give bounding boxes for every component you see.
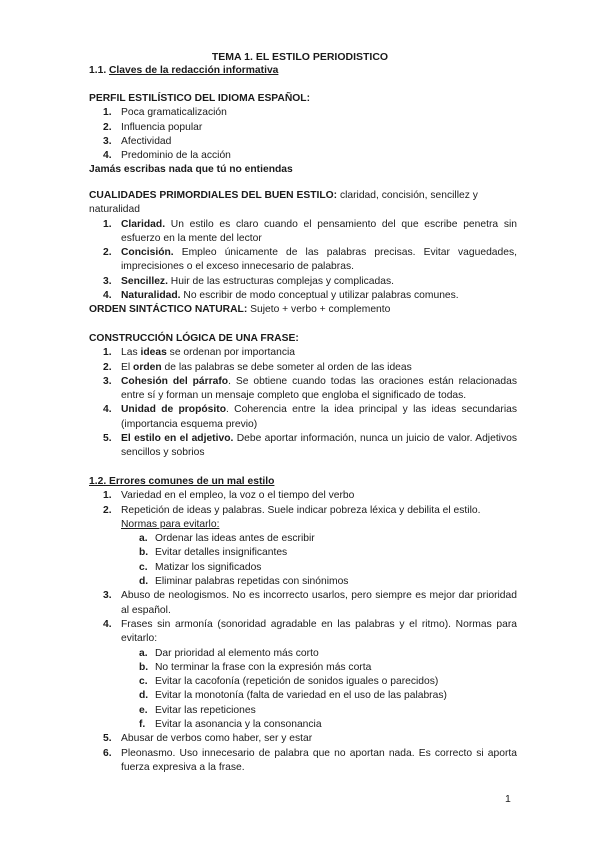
list-item: 3. Abuso de neologismos. No es incorrecto usarlos, pero siempre es mejor dar prioridad al español. <box>103 590 517 616</box>
list-item: 5. Abusar de verbos como haber, ser y estar <box>103 733 313 745</box>
section-1-1-heading: 1.1. Claves de la redacción informativa <box>89 65 279 76</box>
list-item: b. Evitar detalles insignificantes <box>139 547 288 559</box>
list-item: a. Ordenar las ideas antes de escribir <box>139 533 315 545</box>
normas-label: Normas para evitarlo: <box>121 518 220 530</box>
perfil-list <box>89 106 517 163</box>
section-1-2-heading: 1.2. Errores comunes de un mal estilo <box>89 476 275 487</box>
section-1-2 <box>89 475 517 775</box>
perfil-note: Jamás escribas nada que tú no entiendas <box>89 164 293 176</box>
list-item: f. Evitar la asonancia y la consonancia <box>139 719 322 731</box>
perfil-section <box>89 92 517 178</box>
list-item: 2. Repetición de ideas y palabras. Suele indicar pobreza léxica y debilita el estilo. Normas para evitarlo: a. Ordenar las ideas antes de escribir b. Evitar detalles insignificantes c. Matizar los significados d. Eliminar palabras repetidas con sinónimos <box>89 504 517 590</box>
list-item: 6. Pleonasmo. Uso innecesario de palabra que no aportan nada. Es correcto si aporta fuerza expresiva a la frase. <box>103 747 517 773</box>
list-item: 5. El estilo en el adjetivo. Debe aportar información, nunca un juicio de valor. Adjetivos sencillos y sobrios <box>103 433 517 459</box>
construccion-list <box>89 346 517 460</box>
document-title: TEMA 1. EL ESTILO PERIODISTICO <box>211 51 389 63</box>
list-item: d. Evitar la monotonía (falta de variedad en el uso de las palabras) <box>139 690 447 702</box>
perfil-heading: PERFIL ESTILÍSTICO DEL IDIOMA ESPAÑOL: <box>89 93 311 104</box>
errores-list <box>89 489 517 775</box>
list-item: 2. Concisión. Empleo únicamente de las palabras precisas. Evitar vaguedades, imprecisiones o el exceso innecesario de palabras. <box>103 247 517 273</box>
list-item: 4. Frases sin armonía (sonoridad agradable en las palabras y el ritmo). Normas para evitarlo: a. Dar prioridad al elemento más corto b. No terminar la frase con la expresión más corta c. Evitar la cacofonía (repetición de sonidos iguales o parecidos) d. Evitar la monotonía (falta de variedad en el uso de las palabras) e. Evitar las repeticiones f. Evitar la asonancia y la consonancia <box>89 618 517 732</box>
list-item: 1. Las ideas se ordenan por importancia <box>103 347 296 359</box>
list-item: 3. Cohesión del párrafo. Se obtiene cuando todas las oraciones están relacionadas entre sí y forman un mensaje completo que engloba el significado de todas. <box>103 375 517 402</box>
construccion-heading: CONSTRUCCIÓN LÓGICA DE UNA FRASE: <box>89 333 299 344</box>
list-item: b. No terminar la frase con la expresión más corta <box>139 661 372 673</box>
normas-sublist <box>121 532 517 589</box>
list-item: 4. Naturalidad. No escribir de modo conceptual y utilizar palabras comunes. <box>103 290 459 302</box>
list-item: d. Eliminar palabras repetidas con sinónimos <box>139 576 349 588</box>
list-item: 1. Poca gramaticalización <box>103 107 227 119</box>
list-item: 2. Influencia popular <box>103 121 203 133</box>
cualidades-section <box>89 189 517 303</box>
list-item: 2. El orden de las palabras se debe someter al orden de las ideas <box>103 361 412 373</box>
orden-line: ORDEN SINTÁCTICO NATURAL: Sujeto + verbo + complemento <box>89 304 391 315</box>
list-item: e. Evitar las repeticiones <box>139 704 256 716</box>
list-item: a. Dar prioridad al elemento más corto <box>139 647 319 659</box>
list-item: 4. Unidad de propósito. Coherencia entre la idea principal y las ideas secundarias (importancia esquema previo) <box>103 404 517 430</box>
list-item: 1. Variedad en el empleo, la voz o el tiempo del verbo <box>103 490 355 502</box>
list-item: c. Evitar la cacofonía (repetición de sonidos iguales o parecidos) <box>139 676 439 688</box>
list-item: 3. Afectividad <box>103 135 172 147</box>
list-item: c. Matizar los significados <box>139 561 262 573</box>
cualidades-heading-line: CUALIDADES PRIMORDIALES DEL BUEN ESTILO: claridad, concisión, sencillez y naturalidad <box>89 190 478 216</box>
construccion-section <box>89 332 517 461</box>
list-item: 3. Sencillez. Huir de las estructuras complejas y complicadas. <box>103 275 394 287</box>
cualidades-list <box>89 218 517 304</box>
armonia-sublist <box>121 647 517 733</box>
list-item: 4. Predominio de la acción <box>103 150 231 162</box>
list-item: 1. Claridad. Un estilo es claro cuando el pensamiento del que escribe penetra sin esfuerzo en la mente del lector <box>103 218 517 244</box>
page-number: 1 <box>505 793 511 805</box>
